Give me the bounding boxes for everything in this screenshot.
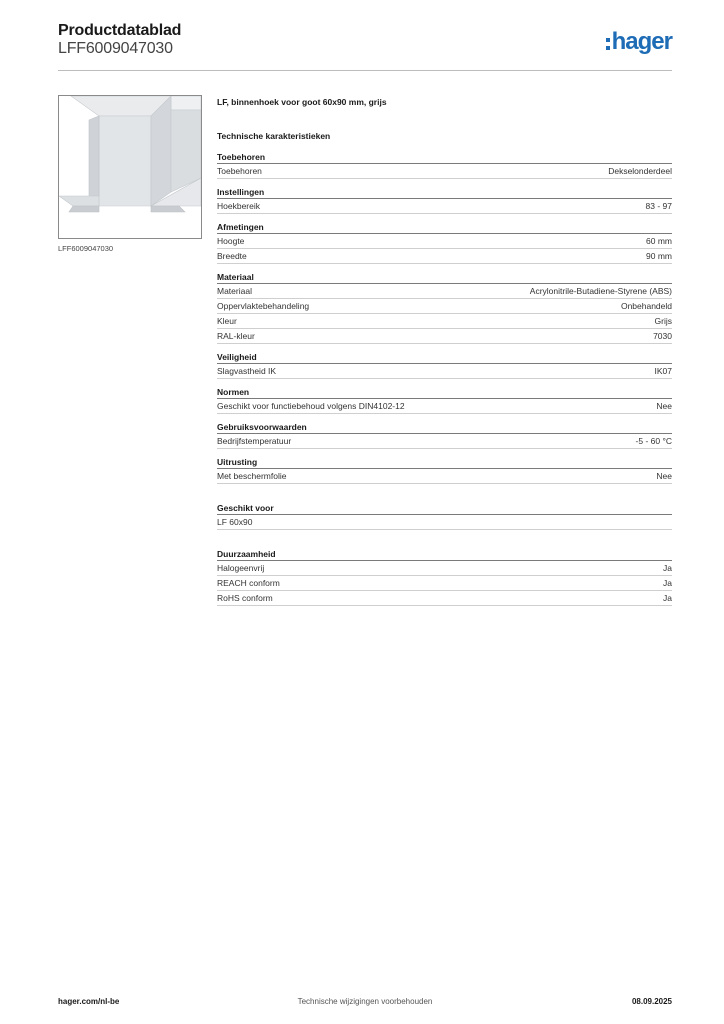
spec-row: [217, 234, 672, 249]
tech-heading: Technische karakteristieken: [217, 131, 331, 141]
spec-section: [217, 151, 672, 179]
spec-label: Geschikt voor functiebehoud volgens DIN4102-12: [217, 401, 405, 411]
spec-label: RoHS conform: [217, 593, 273, 603]
spec-label: LF 60x90: [217, 517, 253, 527]
spec-section: [217, 548, 672, 606]
document-title: Productdatablad: [58, 22, 182, 39]
spec-value: Nee: [656, 471, 672, 481]
spec-label: Hoekbereik: [217, 201, 260, 211]
spec-section: [217, 351, 672, 379]
spec-row: [217, 576, 672, 591]
section-title: Veiligheid: [217, 351, 672, 364]
section-title: Instellingen: [217, 186, 672, 199]
footer-note: Technische wijzigingen voorbehouden: [297, 997, 433, 1006]
spec-section: [217, 502, 672, 530]
spec-label: Halogeenvrij: [217, 563, 265, 573]
product-details: [217, 95, 672, 606]
spec-value: 7030: [653, 331, 672, 341]
spec-row: [217, 284, 672, 299]
spec-value: Onbehandeld: [620, 301, 672, 311]
footer-date: 08.09.2025: [631, 997, 672, 1006]
spec-value: Nee: [656, 401, 672, 411]
spec-row: [217, 314, 672, 329]
spec-row: [217, 434, 672, 449]
spec-row: [217, 299, 672, 314]
spec-value: Ja: [663, 593, 672, 603]
spec-label: Bedrijfstemperatuur: [217, 436, 292, 446]
section-title: Toebehoren: [217, 151, 672, 164]
product-code: LFF6009047030: [58, 40, 173, 57]
section-title: Normen: [217, 386, 672, 399]
spec-row: [217, 515, 672, 530]
spec-label: Kleur: [217, 316, 237, 326]
spec-sections: [217, 151, 672, 606]
spec-row: [217, 249, 672, 264]
logo-text: hager: [611, 28, 672, 55]
spec-label: Toebehoren: [217, 166, 262, 176]
spec-row: [217, 364, 672, 379]
inner-corner-duct-icon: [59, 96, 201, 238]
spec-value: 90 mm: [646, 251, 672, 261]
spec-row: [217, 399, 672, 414]
spec-value: Grijs: [654, 316, 672, 326]
spec-value: Ja: [663, 563, 672, 573]
section-title: Duurzaamheid: [217, 548, 672, 561]
spec-value: Dekselonderdeel: [608, 166, 672, 176]
hager-logo: [606, 28, 672, 56]
footer-website[interactable]: hager.com/nl-be: [58, 997, 120, 1006]
spec-label: Materiaal: [217, 286, 252, 296]
spec-value: 83 - 97: [645, 201, 672, 211]
image-caption: LFF6009047030: [58, 244, 114, 253]
section-title: Afmetingen: [217, 221, 672, 234]
product-image: [58, 95, 202, 239]
spec-row: [217, 561, 672, 576]
logo-dots-icon: [606, 38, 610, 50]
product-name: LF, binnenhoek voor goot 60x90 mm, grijs: [217, 97, 387, 107]
spec-label: Oppervlaktebehandeling: [217, 301, 310, 311]
spec-label: RAL-kleur: [217, 331, 255, 341]
spec-section: [217, 386, 672, 414]
spec-row: [217, 164, 672, 179]
spec-value: 60 mm: [646, 236, 672, 246]
spec-label: Slagvastheid IK: [217, 366, 277, 376]
spec-label: Met beschermfolie: [217, 471, 287, 481]
spec-value: Acrylonitrile-Butadiene-Styrene (ABS): [529, 286, 672, 296]
spec-section: [217, 421, 672, 449]
spec-label: Hoogte: [217, 236, 245, 246]
spec-row: [217, 329, 672, 344]
spec-section: [217, 186, 672, 214]
section-title: Uitrusting: [217, 456, 672, 469]
spec-label: Breedte: [217, 251, 247, 261]
section-title: Geschikt voor: [217, 502, 672, 515]
spec-value: -5 - 60 °C: [635, 436, 672, 446]
spec-section: [217, 271, 672, 344]
spec-row: [217, 199, 672, 214]
spec-value: IK07: [654, 366, 672, 376]
spec-label: REACH conform: [217, 578, 280, 588]
spec-section: [217, 456, 672, 484]
spec-row: [217, 469, 672, 484]
section-title: Materiaal: [217, 271, 672, 284]
page-header: [58, 22, 672, 71]
section-title: Gebruiksvoorwaarden: [217, 421, 672, 434]
spec-section: [217, 221, 672, 264]
spec-value: Ja: [663, 578, 672, 588]
spec-row: [217, 591, 672, 606]
